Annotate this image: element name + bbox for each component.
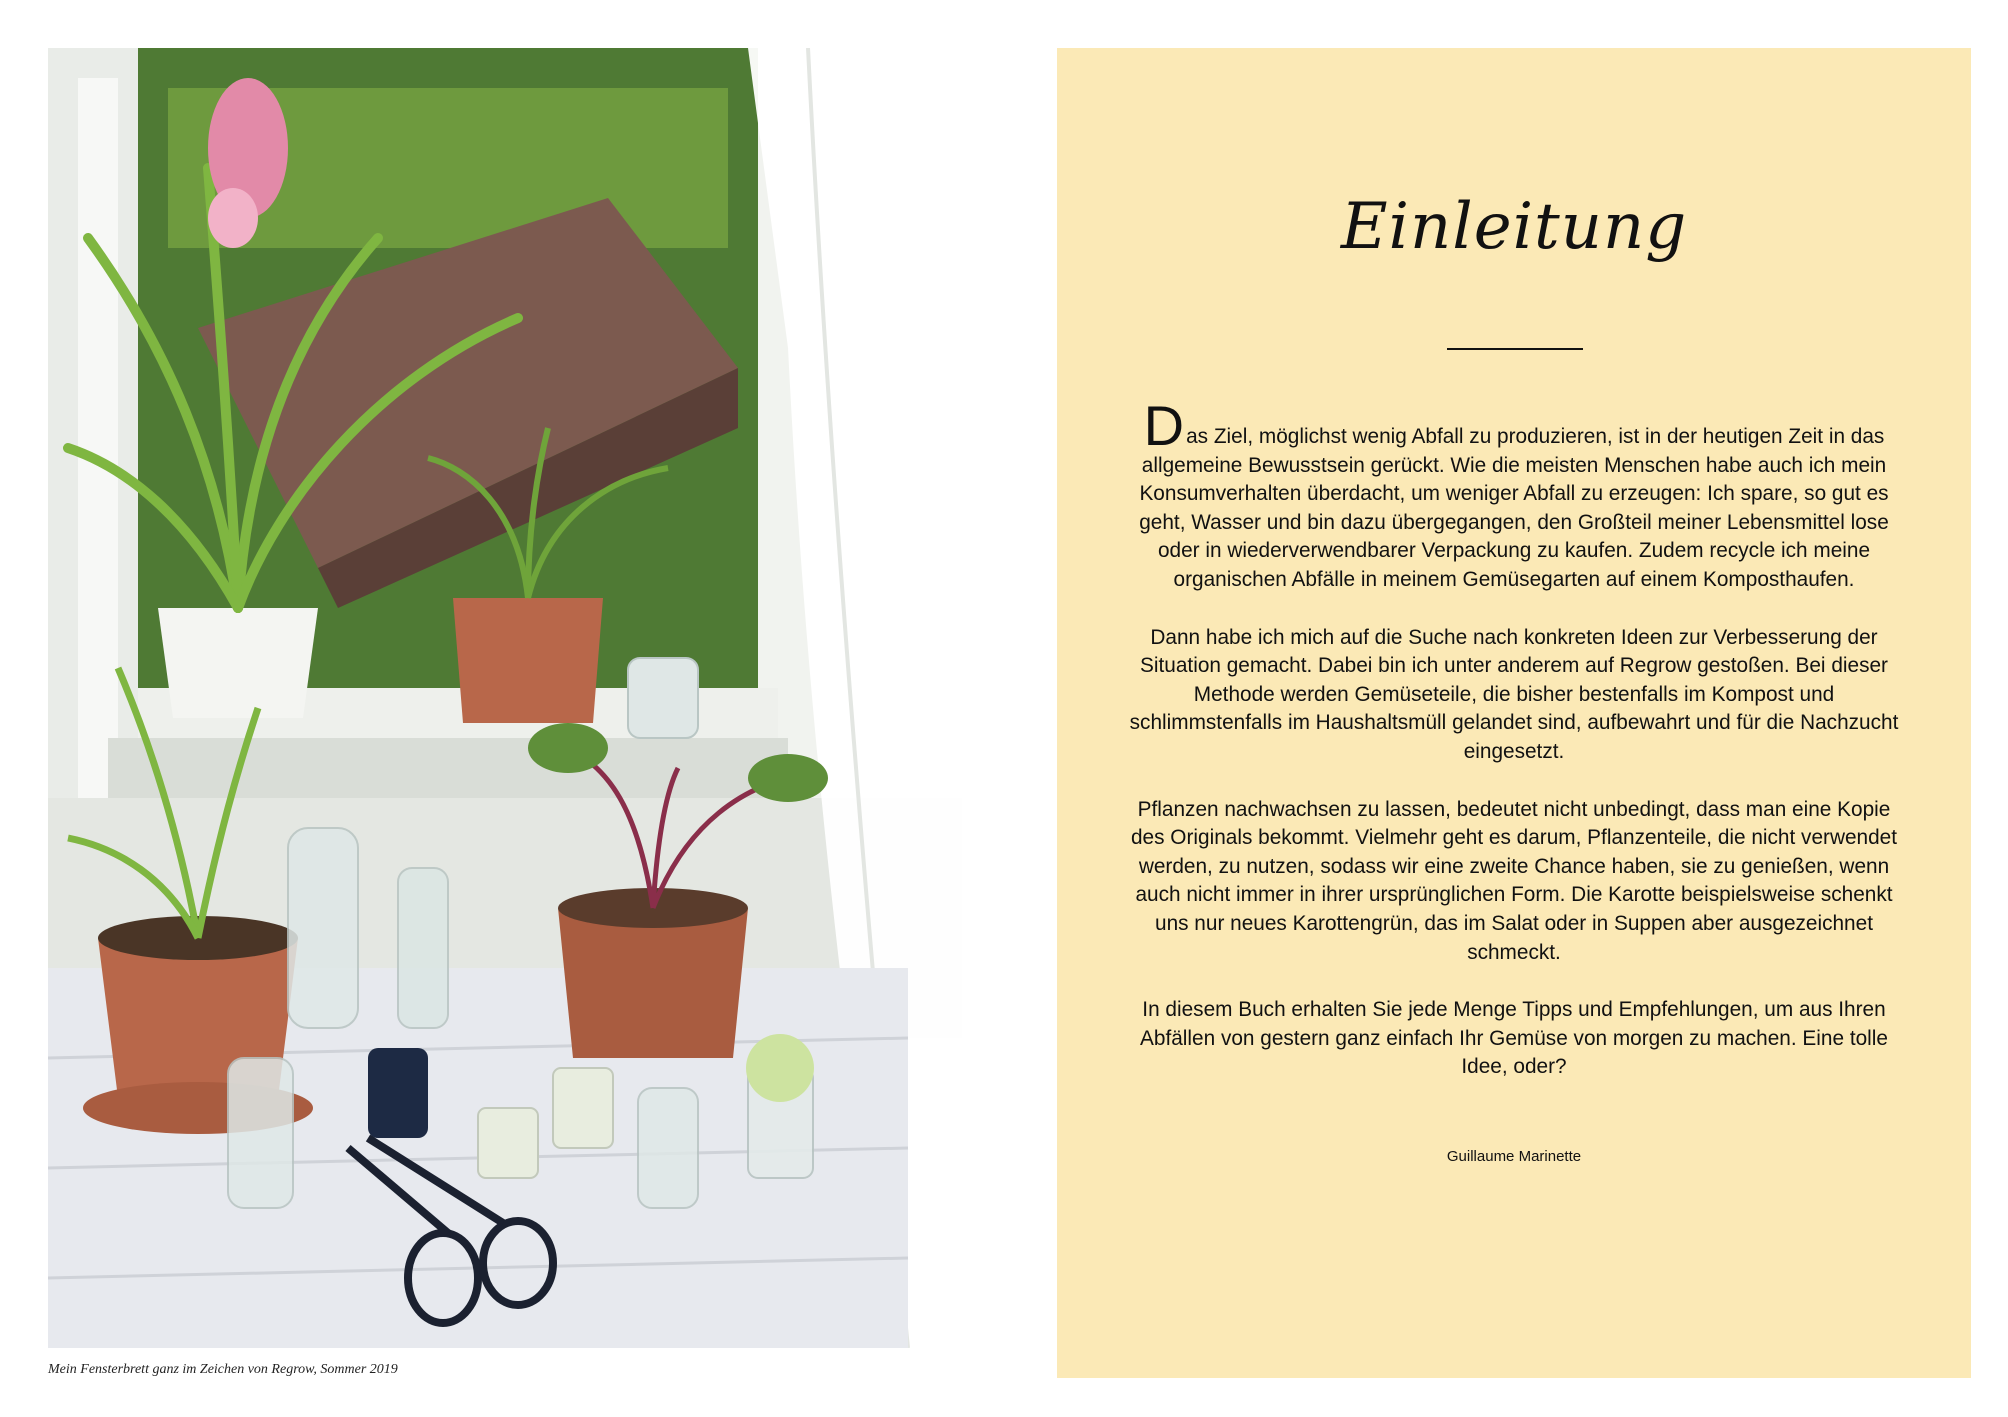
photo-caption: Mein Fensterbrett ganz im Zeichen von Regrow, Sommer 2019 (48, 1362, 398, 1377)
author-signature: Guillaume Marinette (1446, 1148, 1582, 1165)
introduction-text (1127, 394, 1901, 1111)
page-title: Einleitung (1340, 190, 1688, 264)
drop-cap: D (1143, 394, 1185, 457)
windowsill-plants-illustration (48, 48, 962, 1348)
paragraph-2: Dann habe ich mich auf die Suche nach konkreten Ideen zur Verbesserung der Situation gemacht. Dabei bin ich unter anderem auf Regrow gestoßen. Bei dieser Methode werden Gemüseteile, die bisher bestenfalls im Kompost und schlimmstenfalls im Haushaltsmüll gelandet sind, aufbewahrt und für die Nachzucht eingesetzt. (1129, 625, 1899, 763)
paragraph-3: Pflanzen nachwachsen zu lassen, bedeutet nicht unbedingt, dass man eine Kopie des Originals bekommt. Vielmehr geht es darum, Pflanzenteile, die nicht verwendet werden, zu nutzen, sodass wir eine zweite Chance haben, sie zu genießen, wenn auch nicht immer in ihrer ursprünglichen Form. Die Karotte beispielsweise schenkt uns nur neues Karottengrün, das im Salat oder in Suppen aber ausgezeichnet schmeckt. (1130, 797, 1898, 964)
paragraph-1 (1127, 394, 1901, 595)
paragraph-1-text: as Ziel, möglichst wenig Abfall zu produzieren, ist in der heutigen Zeit in das allgemeine Bewusstsein gerückt. Wie die meisten Menschen habe auch ich mein Konsumverhalten überdacht, um weniger Abfall zu erzeugen: Ich spare, so gut es geht, Wasser und bin dazu übergegangen, den Großteil meiner Lebensmittel lose oder in wiederverwendbarer Verpackung zu kaufen. Zudem recycle ich meine organischen Abfälle in meinem Gemüsegarten auf einem Komposthaufen. (1139, 425, 1889, 591)
windowsill-photo (48, 48, 962, 1348)
paragraph-4: In diesem Buch erhalten Sie jede Menge Tipps und Empfehlungen, um aus Ihren Abfällen von gestern ganz einfach Ihr Gemüse von morgen zu machen. Eine tolle Idee, oder? (1140, 998, 1888, 1079)
title-divider (1447, 348, 1583, 350)
introduction-panel (1057, 48, 1971, 1378)
